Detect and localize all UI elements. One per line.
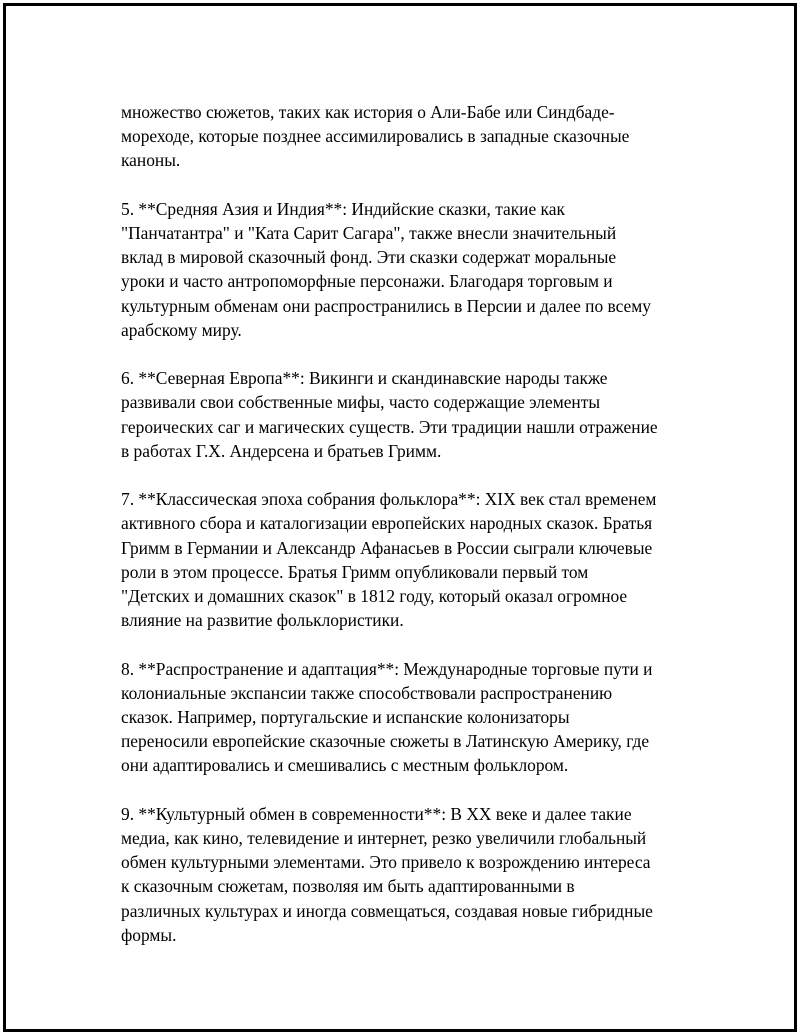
paragraph-modern-cultural-exchange: 9. **Культурный обмен в современности**: В XX веке и далее такие медиа, как кино, телевидение и интернет, резко увеличили глобальный обмен культурными элементами. Это привело к возрождению интереса к сказочным сюжетам, позволяя им быть адаптированными в различных культурах и иногда совмещаться, создавая новые гибридные формы. xyxy=(121,803,653,945)
document-body xyxy=(121,100,701,971)
paragraph-classical-folklore-era: 7. **Классическая эпоха собрания фольклора**: XIX век стал временем активного сбора и каталогизации европейских народных сказок. Братья Гримм в Германии и Александр Афанасьев в России сыграли ключевые роли в этом процессе. Братья Гримм опубликовали первый том "Детских и домашних сказок" в 1812 году, который оказал огромное влияние на развитие фольклористики. xyxy=(121,489,657,631)
paragraph-spread-adaptation: 8. **Распространение и адаптация**: Международные торговые пути и колониальные экспансии также способствовали распространению сказок. Например, португальские и испанские колонизаторы переносили европейские сказочные сюжеты в Латинскую Америку, где они адаптировались и смешивались с местным фольклором. xyxy=(121,658,653,776)
paragraph-central-asia-india: 5. **Средняя Азия и Индия**: Индийские сказки, такие как "Панчатантра" и "Ката Сарит Сагара", также внесли значительный вклад в мировой сказочный фонд. Эти сказки содержат моральные уроки и часто антропоморфные персонажи. Благодаря торговым и культурным обменам они распространились в Персии и далее по всему арабскому миру. xyxy=(121,198,651,340)
paragraph-northern-europe: 6. **Северная Европа**: Викинги и скандинавские народы также развивали свои собственные мифы, часто содержащие элементы героических саг и магических существ. Эти традиции нашли отражение в работах Г.Х. Андерсена и братьев Гримм. xyxy=(121,368,658,461)
paragraph-intro-continuation: множество сюжетов, таких как история о Али-Бабе или Синдбаде- мореходе, которые позднее ассимилировались в западные сказочные каноны. xyxy=(121,102,630,171)
page-frame xyxy=(3,3,797,1032)
